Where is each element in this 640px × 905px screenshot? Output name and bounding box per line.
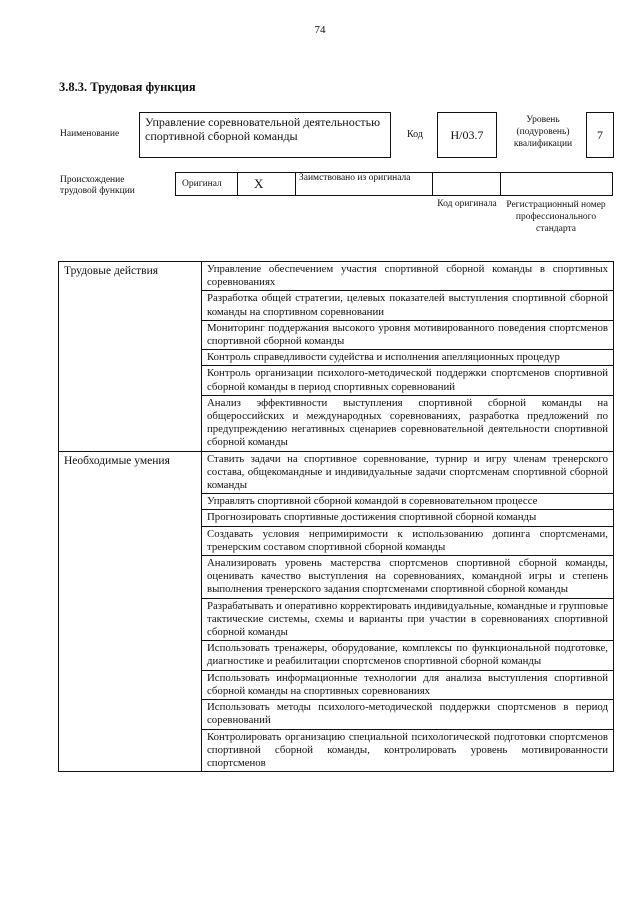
function-code: H/03.7 (437, 112, 497, 158)
code-label: Код (407, 129, 423, 140)
required-skill-item: Создавать условия непримиримости к использованию допинга спортсменами, тренерским составом спортивной сборной команды (202, 526, 614, 555)
name-label: Наименование (60, 129, 120, 139)
required-skill-item: Использовать информационные технологии для анализа выступления спортивной сборной команды на спортивных соревнованиях (202, 670, 614, 699)
required-skills-heading: Необходимые умения (59, 451, 202, 771)
borrowed-label: Заимствовано из оригинала (299, 173, 411, 183)
qualification-level-label: Уровень (подуровень) квалификации (513, 115, 573, 149)
table-row (59, 262, 614, 291)
labor-actions-heading: Трудовые действия (59, 262, 202, 452)
function-name: Управление соревновательной деятельностью спортивной сборной команды (139, 112, 391, 158)
origin-label: Происхождение трудовой функции (60, 175, 135, 196)
required-skill-item: Использовать методы психолого-методической поддержки спортсменов в период соревнований (202, 700, 614, 729)
labor-action-item: Анализ эффективности выступления спортивной сборной команды на общероссийских и международных соревнованиях, разработка предложений по предупреждению негативных сценариев соревновательной деятельности спортивной сборной команды (202, 395, 614, 451)
labor-action-item: Мониторинг поддержания высокого уровня мотивированного поведения спортсменов спортивной сборной команды (202, 320, 614, 349)
required-skill-item: Использовать тренажеры, оборудование, комплексы по функциональной подготовке, диагностике и реабилитации спортсменов спортивной сборной команды (202, 641, 614, 670)
reg-number-caption: Регистрационный номер профессионального стандарта (506, 200, 606, 234)
code-original-caption: Код оригинала (437, 199, 497, 209)
qualification-level: 7 (586, 112, 614, 158)
required-skill-item: Прогнозировать спортивные достижения спортивной сборной команды (202, 510, 614, 526)
section-title: 3.8.3. Трудовая функция (59, 80, 196, 94)
labor-action-item: Контроль организации психолого-методической поддержки спортсменов спортивной сборной команды в период спортивных соревнований (202, 366, 614, 395)
required-skill-item: Контролировать организацию специальной психологической подготовки спортсменов спортивной сборной команды, контролировать уровень мотивированности спортсменов (202, 729, 614, 772)
function-table (58, 261, 614, 772)
required-skill-item: Анализировать уровень мастерства спортсменов спортивной сборной команды, оценивать качество выступления на соревнованиях, командной игры и степень выполнения тренерского задания спортсменами спортивной сборной команды (202, 556, 614, 599)
original-mark: X (254, 176, 264, 191)
required-skill-item: Разрабатывать и оперативно корректировать индивидуальные, командные и групповые тактические системы, схемы и варианты при участии в соревнованиях спортивной сборной команды (202, 598, 614, 641)
labor-action-item: Разработка общей стратегии, целевых показателей выступления спортивной сборной команды на спортивном соревновании (202, 291, 614, 320)
labor-action-item: Управление обеспечением участия спортивной сборной команды в спортивных соревнованиях (202, 262, 614, 291)
labor-action-item: Контроль справедливости судейства и исполнения апелляционных процедур (202, 350, 614, 366)
required-skill-item: Ставить задачи на спортивное соревнование, турнир и игру членам тренерского состава, общекомандные и индивидуальные задачи спортсменам спортивной сборной команды (202, 451, 614, 494)
original-label: Оригинал (182, 179, 222, 189)
page-number: 74 (314, 24, 326, 36)
required-skill-item: Управлять спортивной сборной командой в соревновательном процессе (202, 494, 614, 510)
origin-row (175, 172, 613, 196)
table-row (59, 451, 614, 494)
